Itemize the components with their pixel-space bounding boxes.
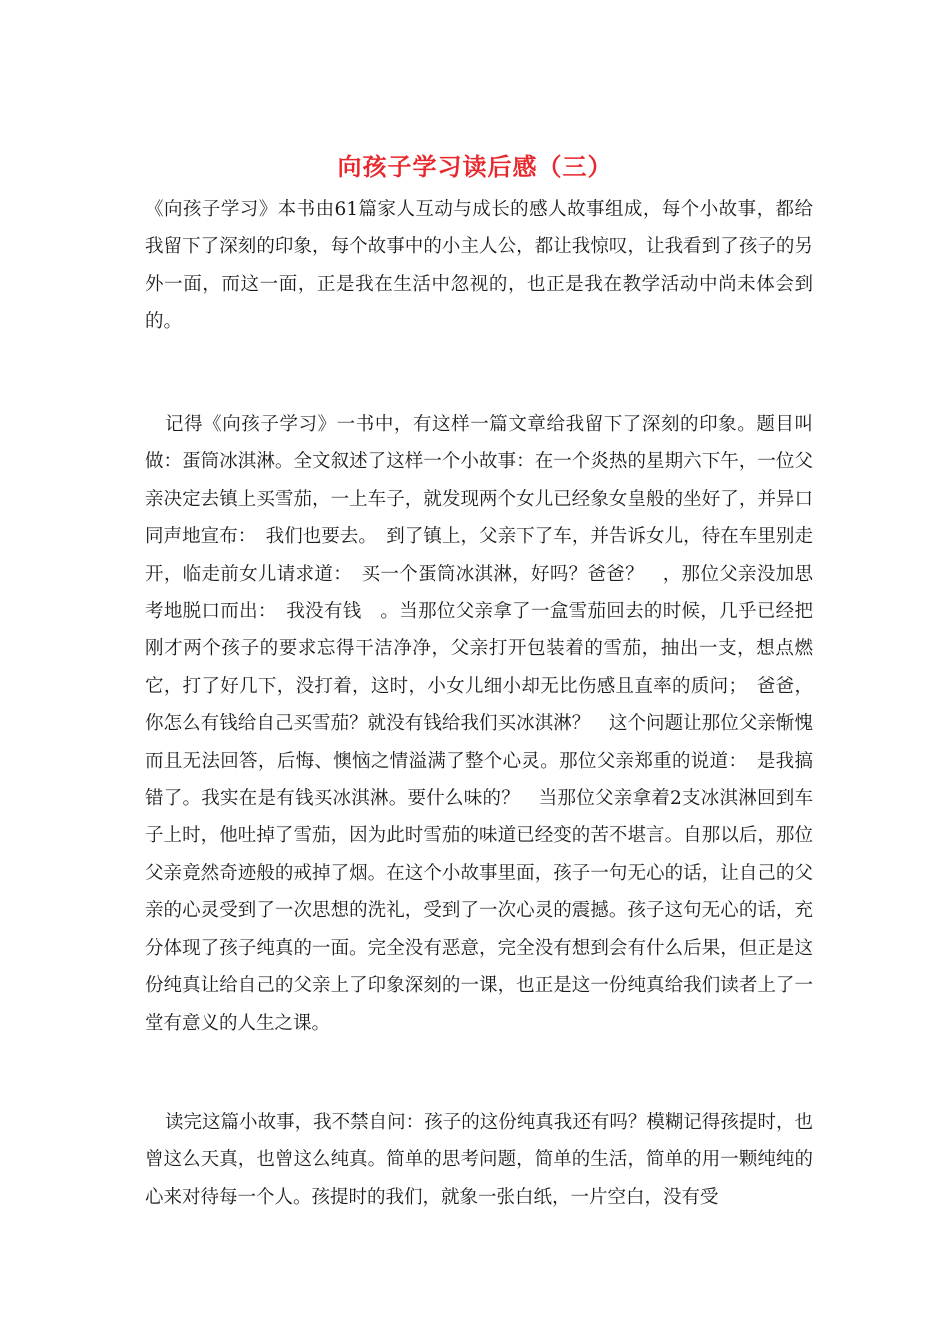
paragraph-story: 记得《向孩子学习》一书中，有这样一篇文章给我留下了深刻的印象。题目叫做：蛋筒冰淇淋。全文叙述了这样一个小故事：在一个炎热的星期六下午，一位父亲决定去镇上买雪茄，一上车子，就发现两个女儿已经象女皇般的坐好了，并异口同声地宣布： 我们也要去。 到了镇上，父亲下了车，并告诉女儿，待在车里别走开，临走前女儿请求道： 买一个蛋筒冰淇淋，好吗？爸爸？ ，那位父亲没加思考地脱口而出： 我没有钱 。当那位父亲拿了一盒雪茄回去的时候，几乎已经把刚才两个孩子的要求忘得干洁净净，父亲打开包装着的雪茄，抽出一支，想点燃它，打了好几下，没打着，这时，小女儿细小却无比伤感且直率的质问； 爸爸，你怎么有钱给自己买雪茄？就没有钱给我们买冰淇淋？ 这个问题让那位父亲惭愧而且无法回答，后悔、懊恼之情溢满了整个心灵。那位父亲郑重的说道： 是我搞错了。我实在是有钱买冰淇淋。要什么味的？ 当那位父亲拿着2支冰淇淋回到车子上时，他吐掉了雪茄，因为此时雪茄的味道已经变的苦不堪言。自那以后，那位父亲竟然奇迹般的戒掉了烟。在这个小故事里面，孩子一句无心的话，让自己的父亲的心灵受到了一次思想的洗礼，受到了一次心灵的震撼。孩子这句无心的话，充分体现了孩子纯真的一面。完全没有恶意，完全没有想到会有什么后果，但正是这份纯真让给自己的父亲上了印象深刻的一课，也正是这一份纯真给我们读者上了一堂有意义的人生之课。 (145, 414, 813, 1034)
paragraph-reflection: 读完这篇小故事，我不禁自问：孩子的这份纯真我还有吗？模糊记得孩提时，也曾这么天真，也曾这么纯真。简单的思考问题，简单的生活，简单的用一颗纯纯的心来对待每一个人。孩提时的我们，就象一张白纸，一片空白，没有受 (145, 1112, 813, 1208)
document-title: 向孩子学习读后感（三） (337, 152, 613, 181)
paragraph-intro: 《向孩子学习》本书由61篇家人互动与成长的感人故事组成，每个小故事，都给我留下了深刻的印象，每个故事中的小主人公，都让我惊叹，让我看到了孩子的另外一面，而这一面，正是我在生活中忽视的，也正是我在教学活动中尚未体会到的。 (145, 199, 813, 333)
